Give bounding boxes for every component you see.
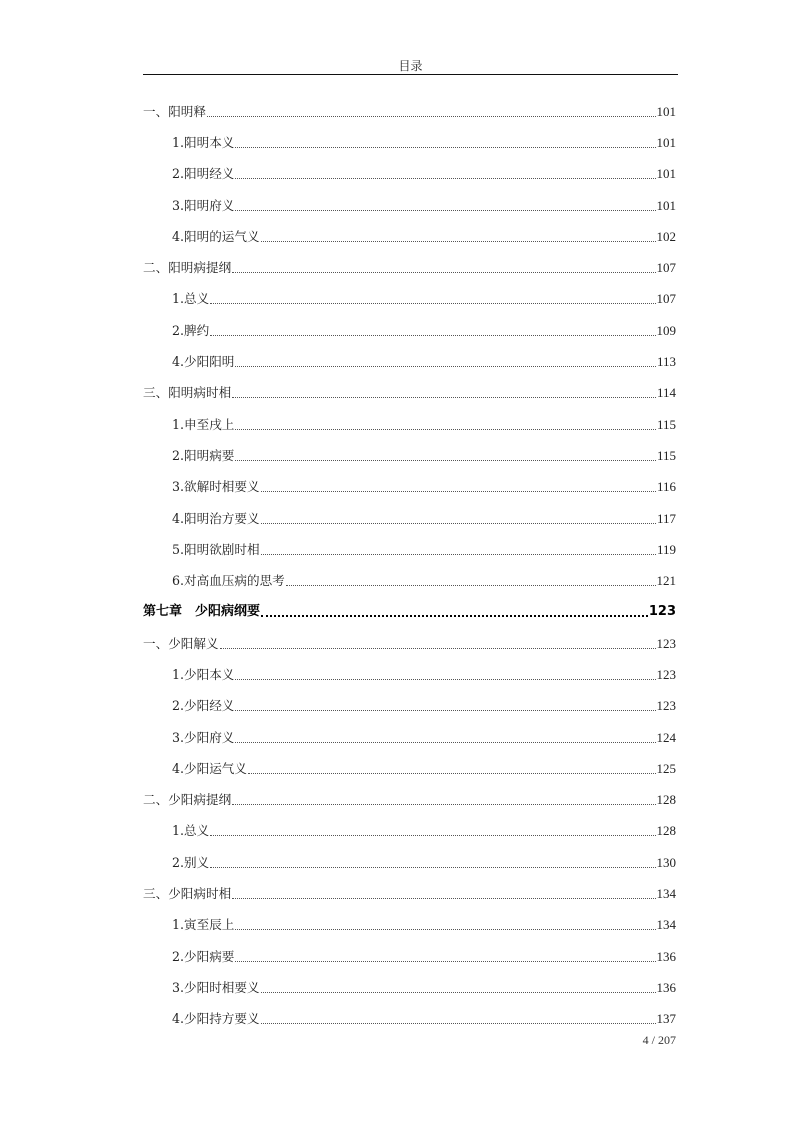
dot-leader (261, 979, 656, 997)
toc-entry-title: 2.阳明病要 (172, 447, 235, 463)
toc-entry[interactable] (143, 722, 676, 753)
toc-entry[interactable] (143, 346, 676, 377)
toc-entry-page-number: 136 (656, 948, 676, 964)
toc-entry-title: 一、少阳解义 (143, 635, 219, 651)
table-of-contents (143, 96, 676, 1035)
dot-leader (235, 197, 655, 215)
toc-entry-title: 4.阳明的运气义 (172, 228, 260, 244)
toc-entry[interactable] (143, 691, 676, 722)
toc-entry[interactable] (143, 503, 676, 534)
toc-entry-title: 4.少阳持方要义 (172, 1011, 260, 1027)
toc-entry-page-number: 134 (656, 886, 676, 902)
toc-entry[interactable] (143, 941, 676, 972)
toc-entry[interactable] (143, 878, 676, 909)
toc-entry[interactable] (143, 252, 676, 283)
dot-leader (235, 416, 656, 434)
dot-leader (235, 666, 655, 684)
toc-entry[interactable] (143, 565, 676, 596)
toc-entry[interactable] (143, 753, 676, 784)
toc-entry-title: 1.少阳本义 (172, 666, 235, 682)
toc-entry-page-number: 128 (656, 823, 676, 839)
toc-entry[interactable] (143, 847, 676, 878)
toc-entry-page-number: 128 (656, 792, 676, 808)
toc-entry-title: 1.阳明本义 (172, 134, 235, 150)
toc-entry[interactable] (143, 816, 676, 847)
toc-entry-page-number: 119 (656, 541, 676, 557)
toc-entry[interactable] (143, 315, 676, 346)
toc-entry-title: 3.阳明府义 (172, 197, 235, 213)
dot-leader (210, 290, 655, 308)
toc-entry-page-number: 123 (656, 666, 676, 682)
toc-entry-title: 2.阳明经义 (172, 166, 235, 182)
dot-leader (232, 259, 655, 277)
toc-entry-page-number: 102 (656, 228, 676, 244)
toc-entry-page-number: 134 (656, 917, 676, 933)
dot-leader (235, 729, 655, 747)
toc-entry-page-number: 124 (656, 729, 676, 745)
toc-entry[interactable] (143, 628, 676, 659)
dot-leader (235, 916, 655, 934)
toc-entry-page-number: 125 (656, 760, 676, 776)
toc-entry-title: 三、阳明病时相 (143, 385, 232, 401)
dot-leader (210, 322, 655, 340)
dot-leader (248, 760, 656, 778)
dot-leader (261, 478, 656, 496)
toc-entry-page-number: 123 (656, 635, 676, 651)
toc-entry-title: 5.阳明欲剧时相 (172, 541, 260, 557)
dot-leader (210, 822, 655, 840)
toc-entry[interactable] (143, 221, 676, 252)
page-number: 4 / 207 (642, 1033, 676, 1047)
toc-entry-title: 3.少阳时相要义 (172, 979, 260, 995)
page-header-title: 目录 (398, 59, 423, 73)
dot-leader (235, 948, 655, 966)
dot-leader (232, 885, 655, 903)
toc-entry-title: 二、少阳病提纲 (143, 792, 232, 808)
toc-entry-page-number: 123 (656, 698, 676, 714)
toc-entry[interactable] (143, 409, 676, 440)
toc-entry[interactable] (143, 159, 676, 190)
toc-entry-title: 第七章 少阳病纲要 (143, 604, 261, 620)
dot-leader (261, 541, 656, 559)
toc-entry-title: 1.总义 (172, 823, 210, 839)
toc-entry[interactable] (143, 534, 676, 565)
toc-entry-page-number: 109 (656, 322, 676, 338)
dot-leader (235, 353, 656, 371)
toc-entry-title: 4.少阳运气义 (172, 760, 247, 776)
toc-entry[interactable] (143, 284, 676, 315)
toc-entry-title: 6.对高血压病的思考 (172, 573, 285, 589)
toc-entry[interactable] (143, 1004, 676, 1035)
toc-entry-page-number: 115 (656, 447, 676, 463)
toc-entry[interactable] (143, 440, 676, 471)
toc-entry[interactable] (143, 378, 676, 409)
toc-entry-page-number: 123 (648, 604, 676, 620)
toc-entry-page-number: 117 (656, 510, 676, 526)
toc-entry-page-number: 121 (656, 573, 676, 589)
dot-leader (286, 572, 656, 590)
toc-entry-page-number: 101 (656, 166, 676, 182)
dot-leader (261, 1010, 656, 1028)
toc-entry-page-number: 130 (656, 854, 676, 870)
toc-entry-page-number: 107 (656, 260, 676, 276)
dot-leader (210, 854, 655, 872)
toc-entry-page-number: 101 (656, 103, 676, 119)
toc-entry[interactable] (143, 190, 676, 221)
toc-entry-title: 一、阳明释 (143, 103, 206, 119)
toc-chapter-entry[interactable] (143, 597, 676, 628)
dot-leader (235, 134, 655, 152)
toc-entry-page-number: 101 (656, 134, 676, 150)
dot-leader (220, 635, 656, 653)
dot-leader (235, 697, 655, 715)
dot-leader (261, 228, 656, 246)
toc-entry-title: 1.寅至辰上 (172, 917, 235, 933)
dot-leader (261, 510, 656, 528)
toc-entry-page-number: 114 (656, 385, 676, 401)
header-divider (143, 74, 678, 75)
toc-entry-title: 4.少阳阳明 (172, 354, 235, 370)
toc-entry[interactable] (143, 910, 676, 941)
toc-entry[interactable] (143, 127, 676, 158)
dot-leader (235, 447, 656, 465)
toc-entry[interactable] (143, 96, 676, 127)
toc-entry-title: 1.申至戌上 (172, 416, 235, 432)
toc-entry-title: 3.欲解时相要义 (172, 479, 260, 495)
toc-entry-title: 3.少阳府义 (172, 729, 235, 745)
toc-entry-title: 1.总义 (172, 291, 210, 307)
dot-leader (261, 603, 648, 621)
toc-entry[interactable] (143, 972, 676, 1003)
toc-entry-title: 二、阳明病提纲 (143, 260, 232, 276)
toc-entry-page-number: 136 (656, 979, 676, 995)
toc-entry-title: 三、少阳病时相 (143, 886, 232, 902)
toc-entry-page-number: 101 (656, 197, 676, 213)
toc-entry-page-number: 137 (656, 1011, 676, 1027)
dot-leader (232, 384, 656, 402)
dot-leader (232, 791, 655, 809)
toc-entry-title: 2.别义 (172, 854, 210, 870)
toc-entry[interactable] (143, 659, 676, 690)
toc-entry-page-number: 115 (656, 416, 676, 432)
toc-entry-title: 4.阳明治方要义 (172, 510, 260, 526)
toc-entry[interactable] (143, 785, 676, 816)
toc-entry-page-number: 107 (656, 291, 676, 307)
toc-entry-title: 2.少阳经义 (172, 698, 235, 714)
toc-entry-page-number: 113 (656, 354, 676, 370)
toc-entry-title: 2.脾约 (172, 322, 210, 338)
toc-entry-title: 2.少阳病要 (172, 948, 235, 964)
dot-leader (207, 103, 656, 121)
toc-entry[interactable] (143, 472, 676, 503)
toc-entry-page-number: 116 (656, 479, 676, 495)
dot-leader (235, 165, 655, 183)
